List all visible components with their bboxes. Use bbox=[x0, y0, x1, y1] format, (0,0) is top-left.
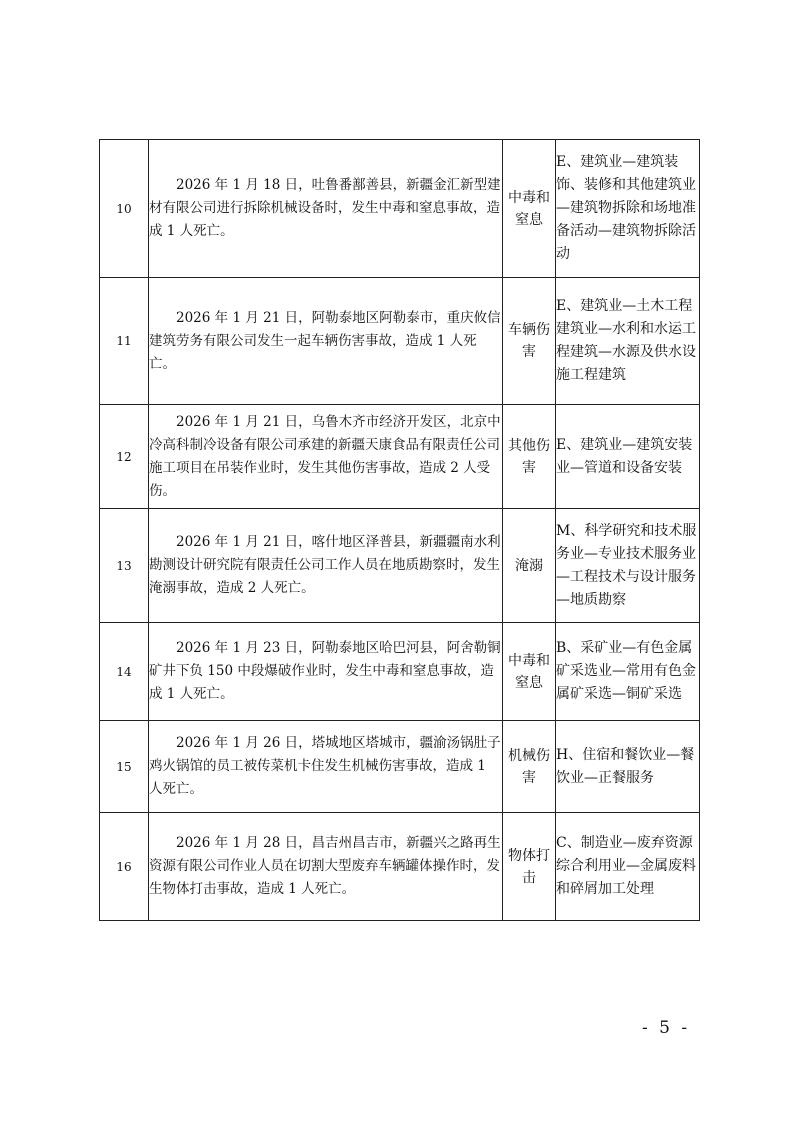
row-number: 14 bbox=[100, 623, 149, 721]
accident-type: 机械伤害 bbox=[503, 721, 556, 813]
row-number: 16 bbox=[100, 813, 149, 921]
accident-table bbox=[99, 139, 700, 921]
table-row bbox=[100, 140, 700, 278]
accident-type: 中毒和窒息 bbox=[503, 140, 556, 278]
accident-description: 2026 年 1 月 21 日，喀什地区泽普县，新疆疆南水利勘测设计研究院有限责任公司工作人员在地质勘察时，发生淹溺事故，造成 2 人死亡。 bbox=[149, 509, 503, 623]
accident-description: 2026 年 1 月 18 日，吐鲁番鄯善县，新疆金汇新型建材有限公司进行拆除机械设备时，发生中毒和窒息事故，造成 1 人死亡。 bbox=[149, 140, 503, 278]
accident-description: 2026 年 1 月 21 日，阿勒泰地区阿勒泰市，重庆攸信建筑劳务有限公司发生一起车辆伤害事故，造成 1 人死亡。 bbox=[149, 278, 503, 405]
accident-description: 2026 年 1 月 23 日，阿勒泰地区哈巴河县，阿舍勒铜矿井下负 150 中段爆破作业时，发生中毒和窒息事故，造成 1 人死亡。 bbox=[149, 623, 503, 721]
accident-type: 其他伤害 bbox=[503, 405, 556, 509]
accident-description: 2026 年 1 月 26 日，塔城地区塔城市，疆渝汤锅肚子鸡火锅馆的员工被传菜机卡住发生机械伤害事故，造成 1 人死亡。 bbox=[149, 721, 503, 813]
accident-type: 车辆伤害 bbox=[503, 278, 556, 405]
accident-type: 中毒和窒息 bbox=[503, 623, 556, 721]
accident-type: 物体打击 bbox=[503, 813, 556, 921]
table-row bbox=[100, 721, 700, 813]
accident-type: 淹溺 bbox=[503, 509, 556, 623]
row-number: 13 bbox=[100, 509, 149, 623]
industry-classification: E、建筑业—建筑装饰、装修和其他建筑业—建筑物拆除和场地准备活动—建筑物拆除活动 bbox=[556, 140, 700, 278]
industry-classification: B、采矿业—有色金属矿采选业—常用有色金属矿采选—铜矿采选 bbox=[556, 623, 700, 721]
table-row bbox=[100, 278, 700, 405]
row-number: 12 bbox=[100, 405, 149, 509]
industry-classification: E、建筑业—土木工程建筑业—水利和水运工程建筑—水源及供水设施工程建筑 bbox=[556, 278, 700, 405]
industry-classification: H、住宿和餐饮业—餐饮业—正餐服务 bbox=[556, 721, 700, 813]
table-row bbox=[100, 623, 700, 721]
table-row bbox=[100, 509, 700, 623]
industry-classification: M、科学研究和技术服务业—专业技术服务业—工程技术与设计服务—地质勘察 bbox=[556, 509, 700, 623]
table-row bbox=[100, 405, 700, 509]
table-row bbox=[100, 813, 700, 921]
accident-description: 2026 年 1 月 28 日，昌吉州昌吉市，新疆兴之路再生资源有限公司作业人员在切割大型废弃车辆罐体操作时，发生物体打击事故，造成 1 人死亡。 bbox=[149, 813, 503, 921]
row-number: 15 bbox=[100, 721, 149, 813]
accident-description: 2026 年 1 月 21 日，乌鲁木齐市经济开发区，北京中冷高科制冷设备有限公司承建的新疆天康食品有限责任公司施工项目在吊装作业时，发生其他伤害事故，造成 2 人受伤。 bbox=[149, 405, 503, 509]
row-number: 10 bbox=[100, 140, 149, 278]
industry-classification: C、制造业—废弃资源综合利用业—金属废料和碎屑加工处理 bbox=[556, 813, 700, 921]
page-number: - 5 - bbox=[642, 1018, 691, 1038]
row-number: 11 bbox=[100, 278, 149, 405]
industry-classification: E、建筑业—建筑安装业—管道和设备安装 bbox=[556, 405, 700, 509]
